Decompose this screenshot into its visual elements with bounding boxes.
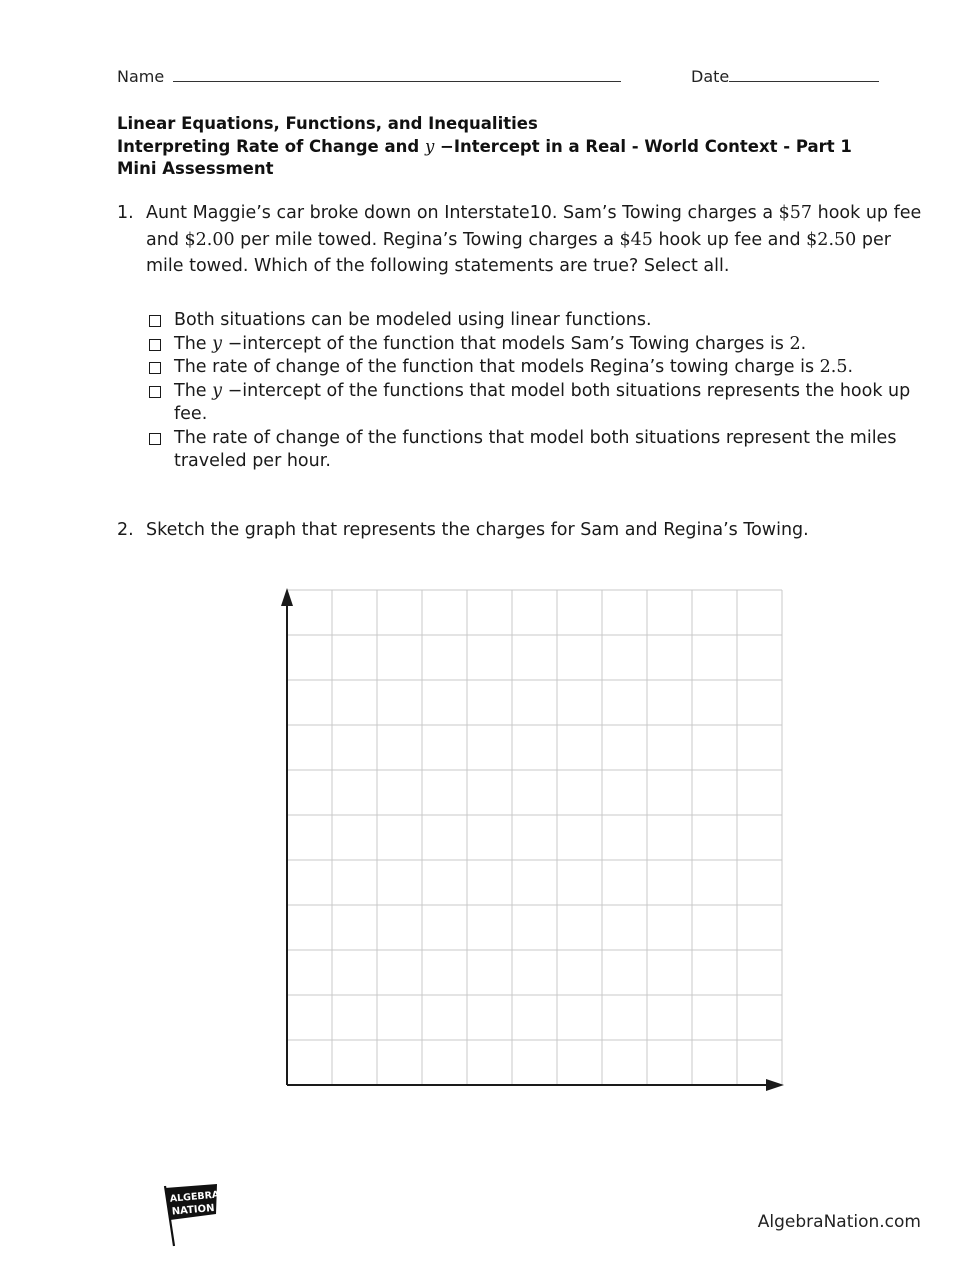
date-blank-line[interactable]	[729, 67, 879, 82]
name-label: Name	[117, 67, 165, 86]
title-line-2-text-b: −Intercept in a Real - World Context - Part 1	[440, 136, 852, 156]
title-line-1: Linear Equations, Functions, and Inequalities	[117, 114, 538, 133]
question-1-text: Aunt Maggie’s car broke down on Interstate10. Sam’s Towing charges a $57 hook up fee and $2.00 per mile towed. Regina’s Towing charges a $45 hook up fee and $2.50 per mile towed. Which of the following statements are true? Select all.	[146, 203, 922, 276]
name-blank-line[interactable]	[173, 67, 621, 82]
value-45: $45	[619, 229, 653, 250]
sketch-graph-grid[interactable]	[270, 580, 800, 1100]
date-field	[691, 67, 879, 86]
option-4[interactable]: The y −intercept of the functions that model both situations represents the hook up fee.	[147, 380, 927, 427]
question-2	[0, 517, 979, 547]
option-3[interactable]: The rate of change of the function that models Regina’s towing charge is 2.5.	[147, 356, 927, 380]
grid-lines	[287, 590, 782, 1085]
logo-text-algebra: ALGEBRA	[169, 1189, 220, 1205]
name-field	[117, 67, 621, 86]
checkbox[interactable]	[149, 315, 161, 327]
value-57: $57	[778, 203, 813, 223]
option-2[interactable]: The y −intercept of the function that models Sam’s Towing charges is 2.	[147, 333, 927, 357]
title-line-3: Mini Assessment	[117, 159, 274, 178]
title-variable-y: y	[424, 136, 435, 156]
checkbox[interactable]	[149, 386, 161, 398]
question-2-number: 2.	[117, 520, 134, 540]
value-2-00: $2.00	[184, 229, 235, 250]
logo-text-nation: NATION	[171, 1202, 215, 1218]
y-axis-arrow-icon	[281, 588, 293, 606]
option-5[interactable]: The rate of change of the functions that model both situations represent the miles traveled per hour.	[147, 427, 927, 474]
option-1[interactable]: Both situations can be modeled using linear functions.	[147, 309, 927, 333]
worksheet-title	[117, 113, 852, 181]
value-2-50: $2.50	[806, 229, 857, 250]
title-line-2	[117, 136, 852, 159]
question-2-text: Sketch the graph that represents the charges for Sam and Regina’s Towing.	[146, 520, 809, 540]
x-axis-arrow-icon	[766, 1079, 784, 1091]
checkbox[interactable]	[149, 433, 161, 445]
title-line-2-text-a: Interpreting Rate of Change and	[117, 136, 420, 156]
footer-site: AlgebraNation.com	[757, 1212, 921, 1232]
question-1	[0, 200, 979, 290]
checkbox[interactable]	[149, 339, 161, 351]
date-label: Date	[691, 67, 730, 86]
question-1-number: 1.	[117, 203, 134, 223]
checkbox[interactable]	[149, 362, 161, 374]
algebra-nation-logo	[160, 1182, 222, 1250]
question-1-options	[147, 309, 927, 474]
